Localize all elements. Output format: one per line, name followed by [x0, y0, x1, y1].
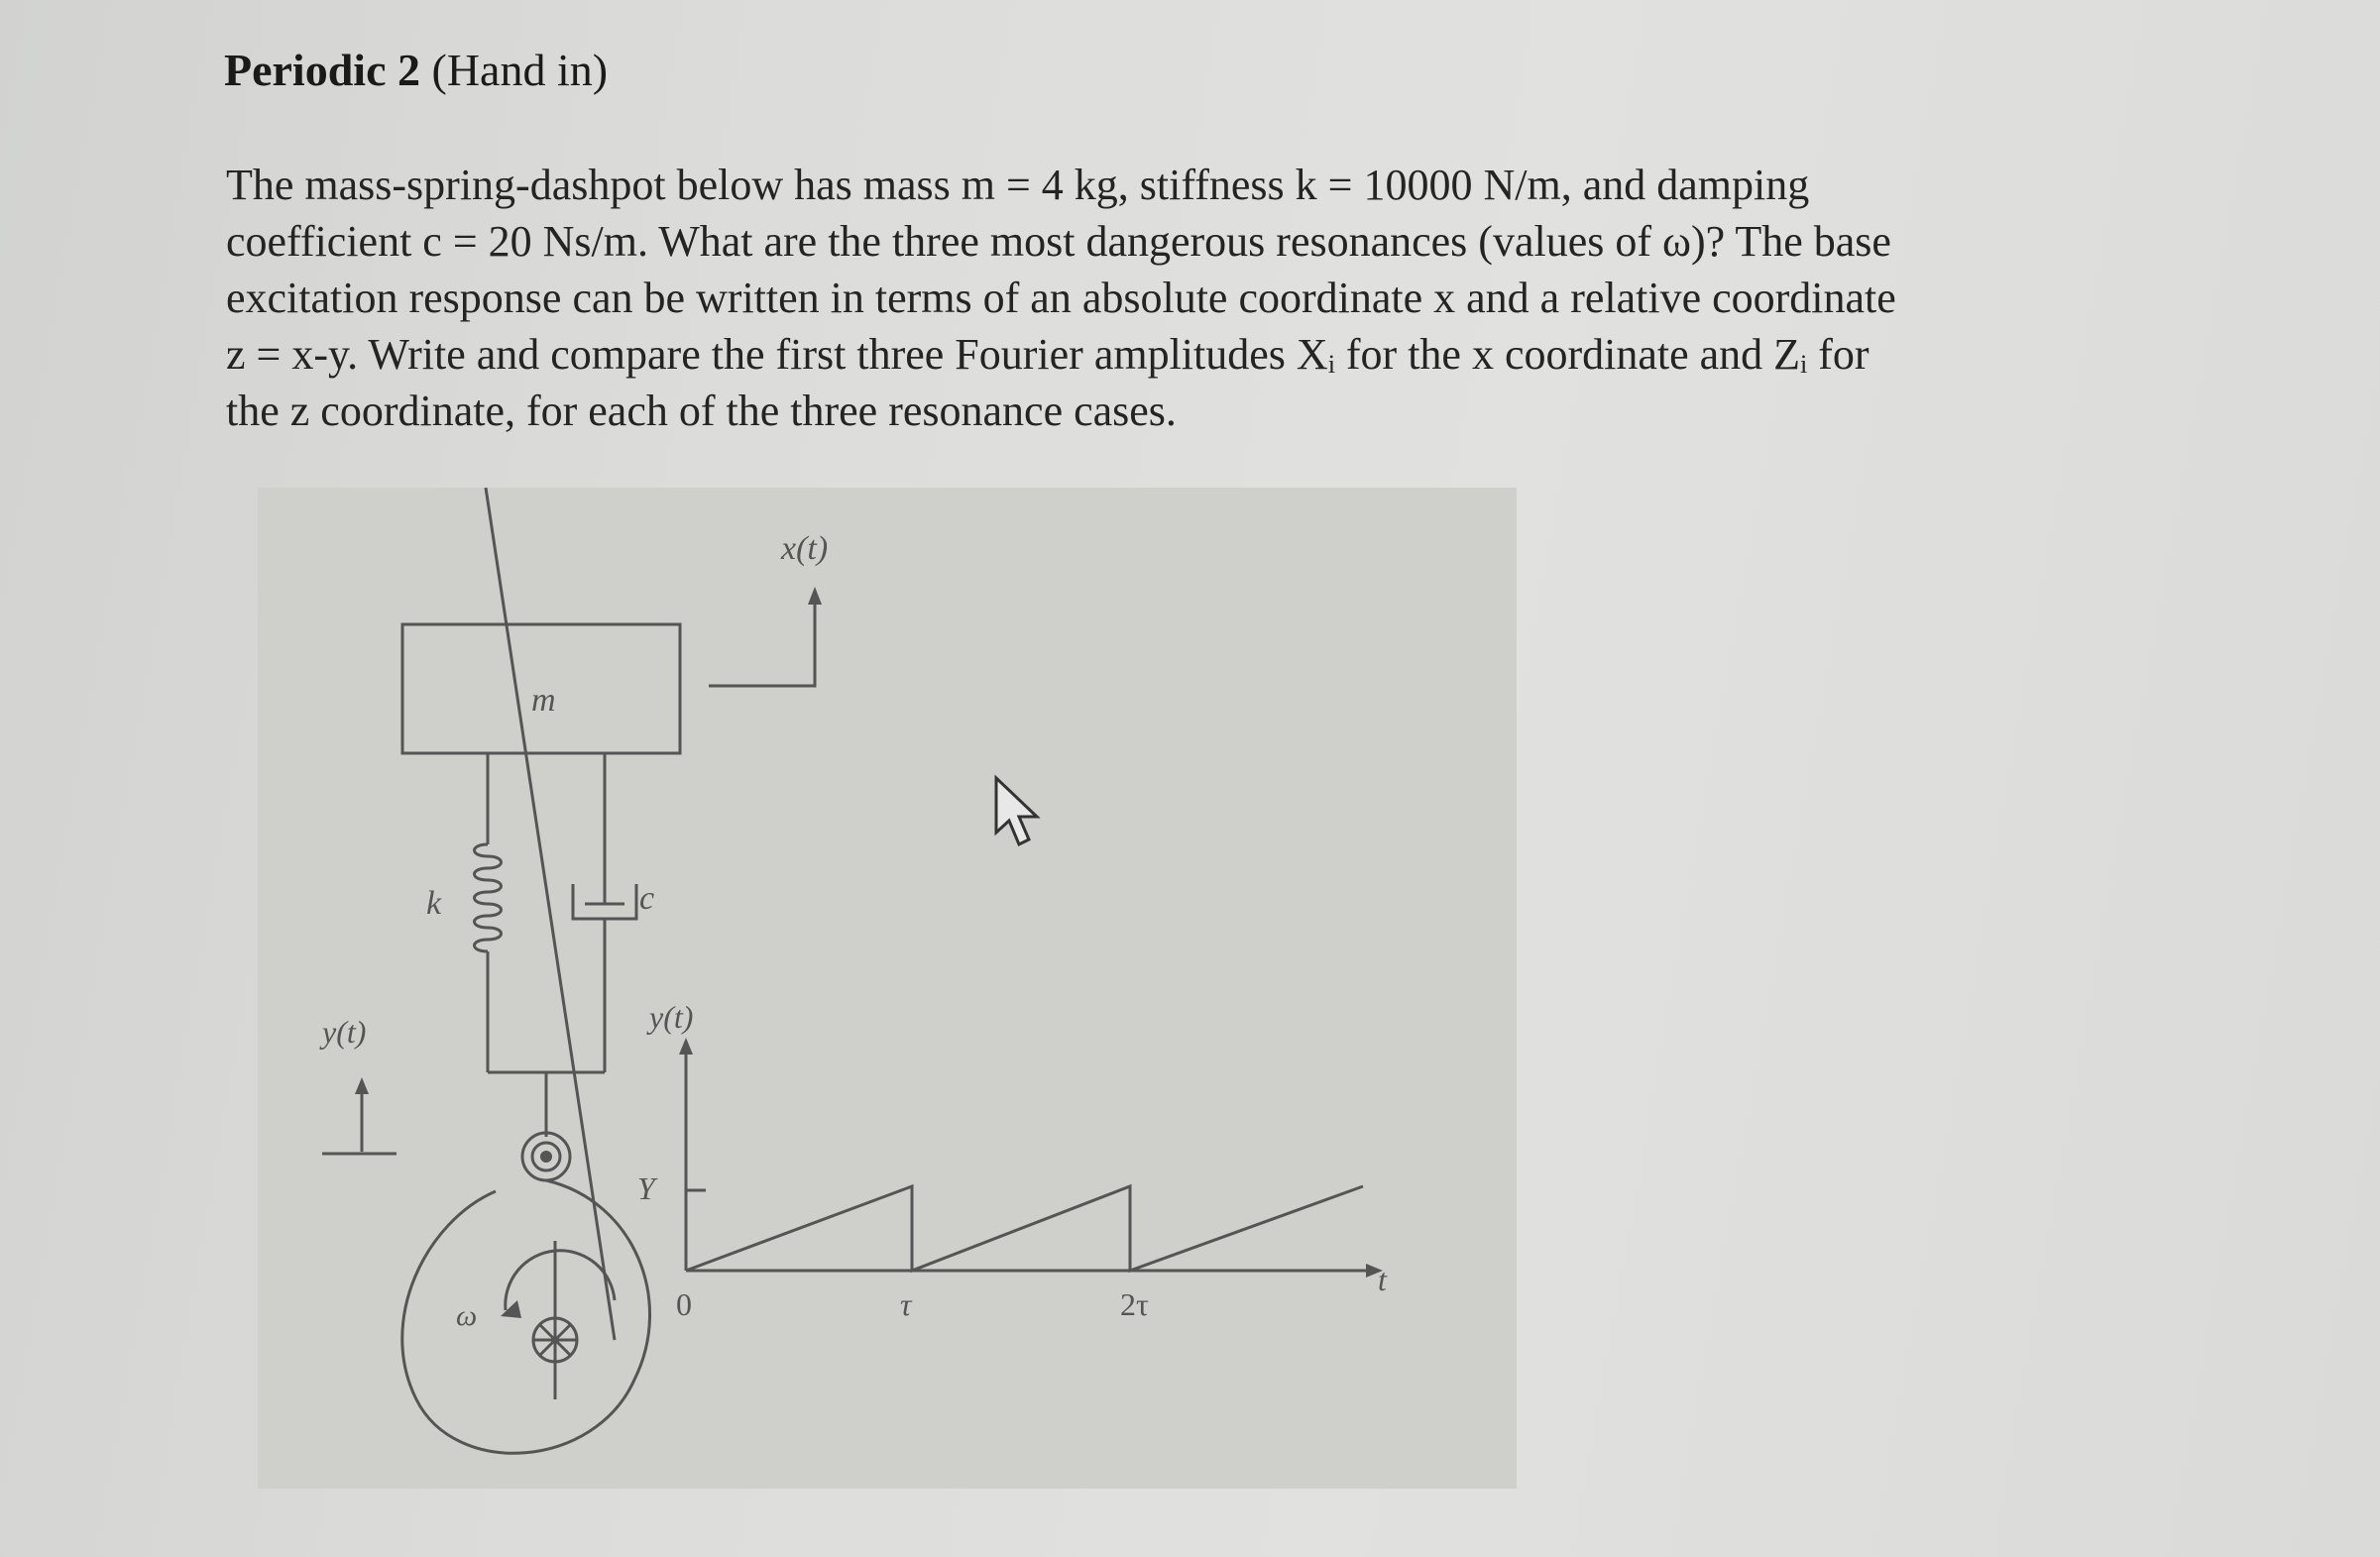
page-title — [224, 44, 608, 96]
title-bold: Periodic 2 — [224, 45, 420, 95]
amplitude-label: Y — [637, 1170, 655, 1206]
origin-label: 0 — [676, 1286, 692, 1322]
spring-coil — [475, 844, 502, 951]
y-left-arrowhead — [355, 1077, 369, 1094]
problem-line-1: The mass-spring-dashpot below has mass m = 4 kg, stiffness k = 10000 N/m, and damping — [226, 161, 1810, 209]
damper-label: c — [639, 880, 655, 917]
x-arrowhead — [808, 587, 822, 605]
figure-svg — [258, 488, 1517, 1489]
problem-line-4: z = x-y. Write and compare the first three Fourier amplitudes Xᵢ for the x coordinate and Zᵢ for — [226, 330, 1870, 379]
omega-label: ω — [456, 1299, 478, 1332]
two-tau-label: 2τ — [1120, 1286, 1149, 1322]
x-arrow-line — [709, 597, 815, 686]
cam-axis-h — [486, 488, 615, 1340]
y-left-label: y(t) — [322, 1014, 367, 1050]
mass-label: m — [531, 682, 556, 719]
omega-arc — [506, 1251, 615, 1310]
x-label: x(t) — [781, 530, 829, 567]
tau-label: τ — [900, 1286, 912, 1322]
follower-wheel-hub — [540, 1151, 552, 1163]
problem-line-2: coefficient c = 20 Ns/m. What are the three most dangerous resonances (values of ω)? The base — [226, 217, 1891, 266]
title-rest: (Hand in) — [420, 45, 609, 95]
cam-profile — [402, 1180, 650, 1453]
y-plot-label: y(t) — [649, 999, 694, 1035]
omega-arrowhead — [501, 1300, 521, 1318]
plot-y-arrowhead — [679, 1038, 693, 1055]
mechanism-figure — [258, 488, 1517, 1489]
problem-line-3: excitation response can be written in terms of an absolute coordinate x and a relative coordinate — [226, 274, 1896, 322]
spring-label: k — [426, 885, 442, 922]
sawtooth-wave — [686, 1186, 1363, 1271]
t-label: t — [1378, 1262, 1387, 1297]
mouse-cursor-icon — [991, 773, 1051, 852]
problem-statement — [226, 157, 2209, 439]
problem-line-5: the z coordinate, for each of the three resonance cases. — [226, 387, 1177, 435]
